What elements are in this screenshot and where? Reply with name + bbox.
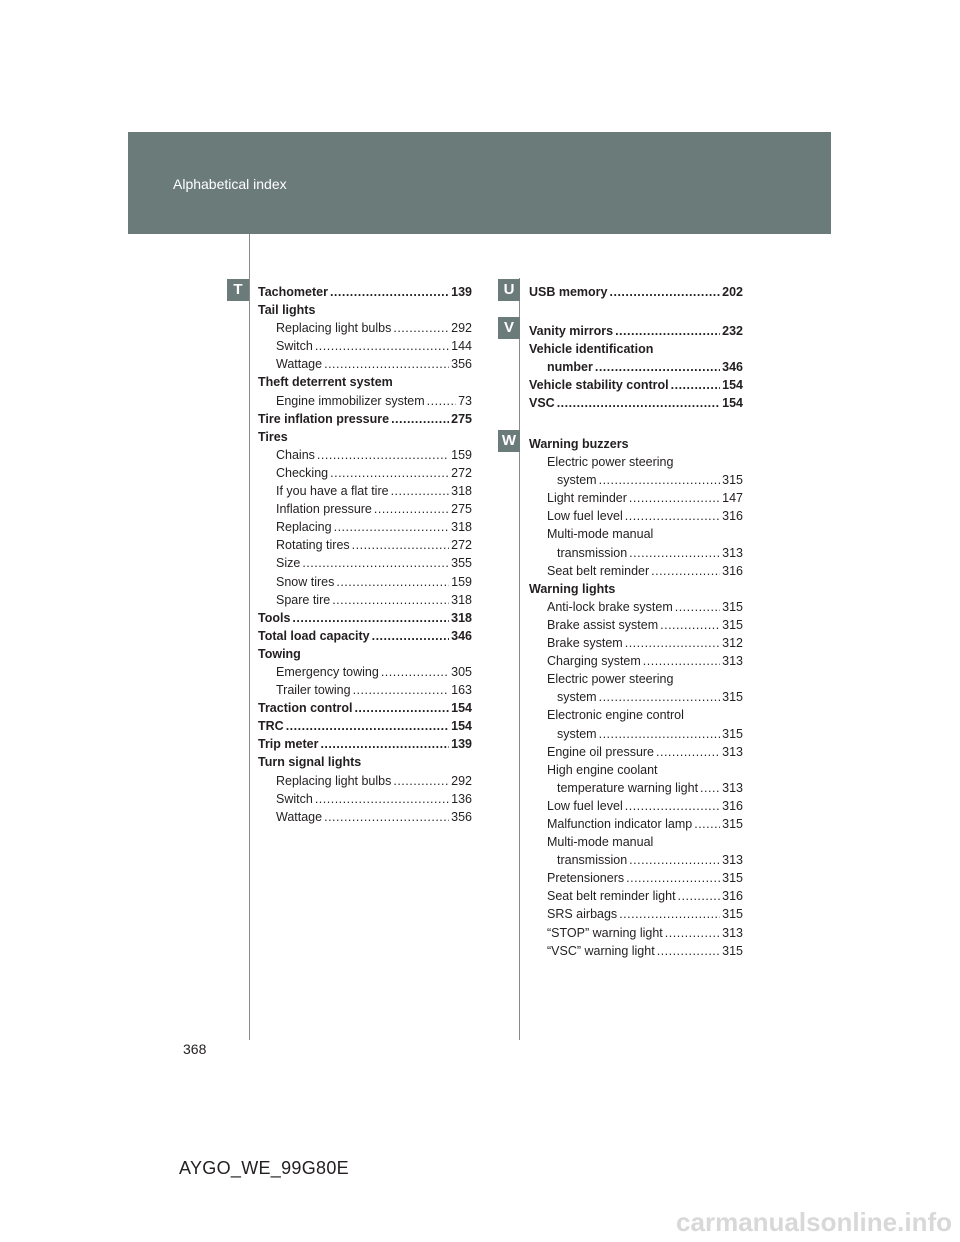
watermark: carmanualsonline.info — [676, 1207, 952, 1237]
dot-leader — [629, 489, 720, 507]
dot-leader — [694, 815, 720, 833]
section-title: Alphabetical index — [173, 176, 287, 192]
index-entry-page: 159 — [451, 447, 472, 462]
dot-leader — [330, 464, 449, 482]
index-column-u — [529, 283, 743, 301]
dot-leader — [675, 598, 720, 616]
dot-leader — [336, 573, 449, 591]
index-entry — [529, 942, 743, 960]
dot-leader — [625, 634, 720, 652]
dot-leader — [625, 797, 720, 815]
index-entry-page: 136 — [451, 791, 472, 806]
index-entry-page: 275 — [451, 411, 472, 426]
index-entry — [529, 358, 743, 376]
index-entry-label: Engine oil pressure — [547, 744, 655, 759]
index-entry-label: Traction control — [258, 701, 353, 716]
index-entry-label: Switch — [276, 339, 313, 354]
index-entry-label: Vehicle stability control — [529, 378, 669, 393]
index-entry — [529, 887, 743, 905]
index-entry-label: Replacing — [276, 520, 332, 535]
letter-tab-t: T — [227, 279, 249, 301]
index-entry — [529, 833, 743, 851]
index-entry-page: 315 — [722, 690, 743, 705]
dot-leader — [391, 410, 449, 428]
index-entry-label: Tachometer — [258, 285, 328, 299]
index-entry — [529, 580, 743, 598]
dot-leader — [678, 887, 721, 905]
index-entry-label: number — [547, 360, 593, 375]
letter-tab-v: V — [498, 317, 520, 339]
page-number: 368 — [183, 1041, 207, 1057]
dot-leader — [557, 394, 720, 412]
index-entry-label: Brake system — [547, 636, 623, 651]
index-entry-label: Pretensioners — [547, 871, 625, 886]
index-entry-page: 202 — [722, 285, 743, 299]
index-entry-page: 154 — [722, 378, 743, 393]
index-entry-page: 316 — [722, 798, 743, 813]
index-entry-label: transmission — [557, 853, 628, 868]
index-entry-page: 318 — [451, 610, 472, 625]
index-entry — [529, 634, 743, 652]
dot-leader — [427, 392, 456, 410]
index-entry-label: Checking — [276, 465, 329, 480]
index-entry — [258, 627, 472, 645]
index-entry — [529, 869, 743, 887]
header-bar — [128, 132, 831, 234]
index-entry-label: SRS airbags — [547, 907, 618, 922]
dot-leader — [393, 772, 449, 790]
index-entry-label: Malfunction indicator lamp — [547, 816, 693, 831]
index-entry-label: temperature warning light — [557, 780, 699, 795]
index-entry — [258, 699, 472, 717]
index-entry — [529, 797, 743, 815]
index-entry — [258, 283, 472, 301]
index-entry — [529, 544, 743, 562]
dot-leader — [629, 851, 720, 869]
index-entry-label: Light reminder — [547, 491, 627, 506]
index-entry — [258, 518, 472, 536]
index-entry — [529, 706, 743, 724]
dot-leader — [352, 536, 449, 554]
index-entry — [258, 808, 472, 826]
index-entry-label: Engine immobilizer system — [276, 393, 425, 408]
index-entry — [529, 652, 743, 670]
index-entry-label: system — [557, 726, 597, 741]
dot-leader — [354, 699, 449, 717]
dot-leader — [381, 663, 449, 681]
dot-leader — [393, 319, 449, 337]
index-entry-label: Size — [276, 556, 301, 571]
index-entry — [529, 489, 743, 507]
index-entry-page: 154 — [722, 396, 743, 411]
index-entry-label: Replacing light bulbs — [276, 773, 392, 788]
dot-leader — [320, 735, 449, 753]
index-entry — [529, 905, 743, 923]
dot-leader — [332, 591, 449, 609]
index-entry-page: 313 — [722, 545, 743, 560]
index-entry-label: Charging system — [547, 654, 641, 669]
dot-leader — [324, 355, 449, 373]
index-entry-label: Seat belt reminder — [547, 563, 650, 578]
dot-leader — [657, 942, 720, 960]
index-entry — [529, 525, 743, 543]
index-entry — [529, 670, 743, 688]
dot-leader — [353, 681, 450, 699]
index-entry-page: 139 — [451, 285, 472, 299]
index-entry-label: Rotating tires — [276, 538, 350, 553]
index-entry-label: transmission — [557, 545, 628, 560]
index-entry-page: 144 — [451, 339, 472, 354]
index-entry — [258, 482, 472, 500]
index-entry — [529, 743, 743, 761]
index-entry-page: 292 — [451, 321, 472, 336]
index-entry-page: 356 — [451, 809, 472, 824]
dot-leader — [656, 743, 720, 761]
index-entry-page: 315 — [722, 816, 743, 831]
index-entry — [258, 500, 472, 518]
dot-leader — [334, 518, 450, 536]
index-entry-label: Total load capacity — [258, 628, 370, 643]
dot-leader — [324, 808, 449, 826]
index-entry-page: 275 — [451, 502, 472, 517]
index-entry — [529, 924, 743, 942]
index-entry-page: 313 — [722, 853, 743, 868]
index-entry — [258, 301, 472, 319]
index-column-v — [529, 322, 743, 412]
index-entry-label: Inflation pressure — [276, 502, 372, 517]
index-entry-label: “STOP” warning light — [547, 925, 663, 940]
index-entry-page: 315 — [722, 726, 743, 741]
index-entry — [529, 471, 743, 489]
index-entry-label: Tire inflation pressure — [258, 411, 390, 426]
dot-leader — [374, 500, 449, 518]
index-entry-page: 154 — [451, 719, 472, 734]
index-column-t — [258, 283, 472, 826]
index-entry — [258, 735, 472, 753]
index-entry-label: Multi-mode manual — [547, 835, 654, 850]
index-entry-page: 346 — [451, 628, 472, 643]
index-entry-page: 159 — [451, 574, 472, 589]
index-entry — [529, 376, 743, 394]
index-entry-label: Wattage — [276, 357, 323, 372]
index-entry-page: 313 — [722, 925, 743, 940]
index-entry-page: 147 — [722, 491, 743, 506]
dot-leader — [595, 358, 720, 376]
dot-leader — [643, 652, 720, 670]
index-entry — [529, 616, 743, 634]
index-entry — [529, 562, 743, 580]
index-entry-label: Replacing light bulbs — [276, 321, 392, 336]
index-entry-label: Vehicle identification — [529, 342, 654, 357]
index-entry-label: Electronic engine control — [547, 708, 684, 723]
index-entry-page: 272 — [451, 538, 472, 553]
index-entry — [529, 598, 743, 616]
index-entry-page: 272 — [451, 465, 472, 480]
index-entry — [258, 536, 472, 554]
index-entry-page: 315 — [722, 473, 743, 488]
index-entry — [529, 322, 743, 340]
dot-leader — [599, 688, 721, 706]
dot-leader — [599, 471, 721, 489]
dot-leader — [391, 482, 450, 500]
index-entry — [258, 591, 472, 609]
index-entry-page: 163 — [451, 683, 472, 698]
index-entry-label: Trip meter — [258, 737, 319, 752]
dot-leader — [626, 869, 720, 887]
index-entry-page: 139 — [451, 737, 472, 752]
index-entry — [258, 319, 472, 337]
index-entry — [529, 340, 743, 358]
index-entry-page: 154 — [451, 701, 472, 716]
index-entry — [258, 337, 472, 355]
index-entry — [258, 790, 472, 808]
dot-leader — [660, 616, 720, 634]
index-entry-label: VSC — [529, 396, 555, 411]
index-entry-page: 232 — [722, 324, 743, 338]
index-entry-label: Chains — [276, 447, 315, 462]
index-entry — [258, 681, 472, 699]
index-entry-page: 346 — [722, 360, 743, 375]
index-entry-page: 318 — [451, 484, 472, 499]
index-entry — [258, 645, 472, 663]
index-entry — [529, 394, 743, 412]
dot-leader — [315, 790, 449, 808]
index-entry — [529, 688, 743, 706]
index-entry-label: system — [557, 473, 597, 488]
index-entry — [529, 507, 743, 525]
index-entry-label: Spare tire — [276, 592, 331, 607]
dot-leader — [610, 283, 721, 301]
index-entry — [258, 717, 472, 735]
index-entry-label: Theft deterrent system — [258, 375, 393, 390]
index-entry-label: Tools — [258, 610, 291, 625]
index-entry — [258, 373, 472, 391]
dot-leader — [292, 609, 449, 627]
index-entry-label: Tires — [258, 429, 288, 444]
dot-leader — [625, 507, 720, 525]
index-entry-label: Brake assist system — [547, 617, 659, 632]
index-entry-label: Low fuel level — [547, 798, 623, 813]
index-entry-label: USB memory — [529, 285, 608, 299]
index-entry-label: “VSC” warning light — [547, 943, 655, 958]
index-entry — [258, 392, 472, 410]
index-entry-page: 356 — [451, 357, 472, 372]
dot-leader — [286, 717, 449, 735]
index-entry-label: TRC — [258, 719, 284, 734]
index-entry — [258, 464, 472, 482]
center-column-rule — [519, 278, 520, 1040]
index-entry-page: 316 — [722, 563, 743, 578]
dot-leader — [619, 905, 720, 923]
index-entry — [529, 435, 743, 453]
index-entry-label: Tail lights — [258, 303, 316, 318]
index-entry-label: High engine coolant — [547, 762, 658, 777]
index-entry-label: Trailer towing — [276, 683, 351, 698]
index-entry-page: 313 — [722, 654, 743, 669]
index-entry — [529, 453, 743, 471]
index-entry-page: 316 — [722, 889, 743, 904]
index-entry-page: 316 — [722, 509, 743, 524]
index-entry — [258, 355, 472, 373]
letter-tab-u: U — [498, 279, 520, 301]
index-entry — [529, 725, 743, 743]
index-entry-label: If you have a flat tire — [276, 484, 389, 499]
left-column-rule — [249, 234, 250, 1040]
dot-leader — [615, 322, 720, 340]
index-entry-page: 315 — [722, 943, 743, 958]
index-entry-page: 73 — [458, 393, 472, 408]
index-entry-page: 355 — [451, 556, 472, 571]
letter-tab-w: W — [498, 430, 520, 452]
index-entry-page: 313 — [722, 780, 743, 795]
document-code: AYGO_WE_99G80E — [179, 1158, 349, 1178]
index-entry — [258, 554, 472, 572]
index-entry — [258, 410, 472, 428]
index-entry-label: Emergency towing — [276, 664, 379, 679]
index-entry-label: Electric power steering — [547, 672, 674, 687]
index-entry-label: Seat belt reminder light — [547, 889, 676, 904]
index-entry-page: 318 — [451, 592, 472, 607]
dot-leader — [665, 924, 720, 942]
index-entry — [258, 772, 472, 790]
index-entry-label: Warning buzzers — [529, 437, 629, 451]
index-entry — [258, 609, 472, 627]
index-entry-page: 315 — [722, 871, 743, 886]
index-entry — [529, 851, 743, 869]
index-entry-label: Low fuel level — [547, 509, 623, 524]
index-entry-label: Wattage — [276, 809, 323, 824]
index-entry-label: Vanity mirrors — [529, 324, 614, 338]
dot-leader — [317, 446, 449, 464]
index-entry-page: 313 — [722, 744, 743, 759]
index-entry-label: Multi-mode manual — [547, 527, 654, 542]
index-entry — [258, 663, 472, 681]
index-entry-page: 315 — [722, 599, 743, 614]
index-entry-label: Warning lights — [529, 581, 616, 596]
dot-leader — [372, 627, 450, 645]
index-entry — [258, 428, 472, 446]
index-entry-label: Switch — [276, 791, 313, 806]
index-entry — [258, 446, 472, 464]
dot-leader — [315, 337, 449, 355]
index-entry-page: 318 — [451, 520, 472, 535]
dot-leader — [599, 725, 721, 743]
index-column-w — [529, 435, 743, 960]
index-entry — [529, 283, 743, 301]
dot-leader — [302, 554, 449, 572]
dot-leader — [651, 562, 720, 580]
index-entry-label: Turn signal lights — [258, 755, 362, 770]
index-entry-label: system — [557, 690, 597, 705]
index-entry-page: 315 — [722, 907, 743, 922]
dot-leader — [700, 779, 720, 797]
index-entry — [258, 573, 472, 591]
index-entry-label: Anti-lock brake system — [547, 599, 673, 614]
index-entry-page: 315 — [722, 617, 743, 632]
index-entry-page: 312 — [722, 636, 743, 651]
index-entry — [529, 815, 743, 833]
dot-leader — [330, 283, 449, 301]
index-entry-label: Snow tires — [276, 574, 335, 589]
index-entry — [258, 753, 472, 771]
dot-leader — [629, 544, 720, 562]
index-entry-label: Towing — [258, 646, 301, 661]
index-entry — [529, 761, 743, 779]
dot-leader — [671, 376, 721, 394]
index-entry — [529, 779, 743, 797]
index-entry-page: 305 — [451, 664, 472, 679]
index-entry-page: 292 — [451, 773, 472, 788]
index-entry-label: Electric power steering — [547, 455, 674, 470]
